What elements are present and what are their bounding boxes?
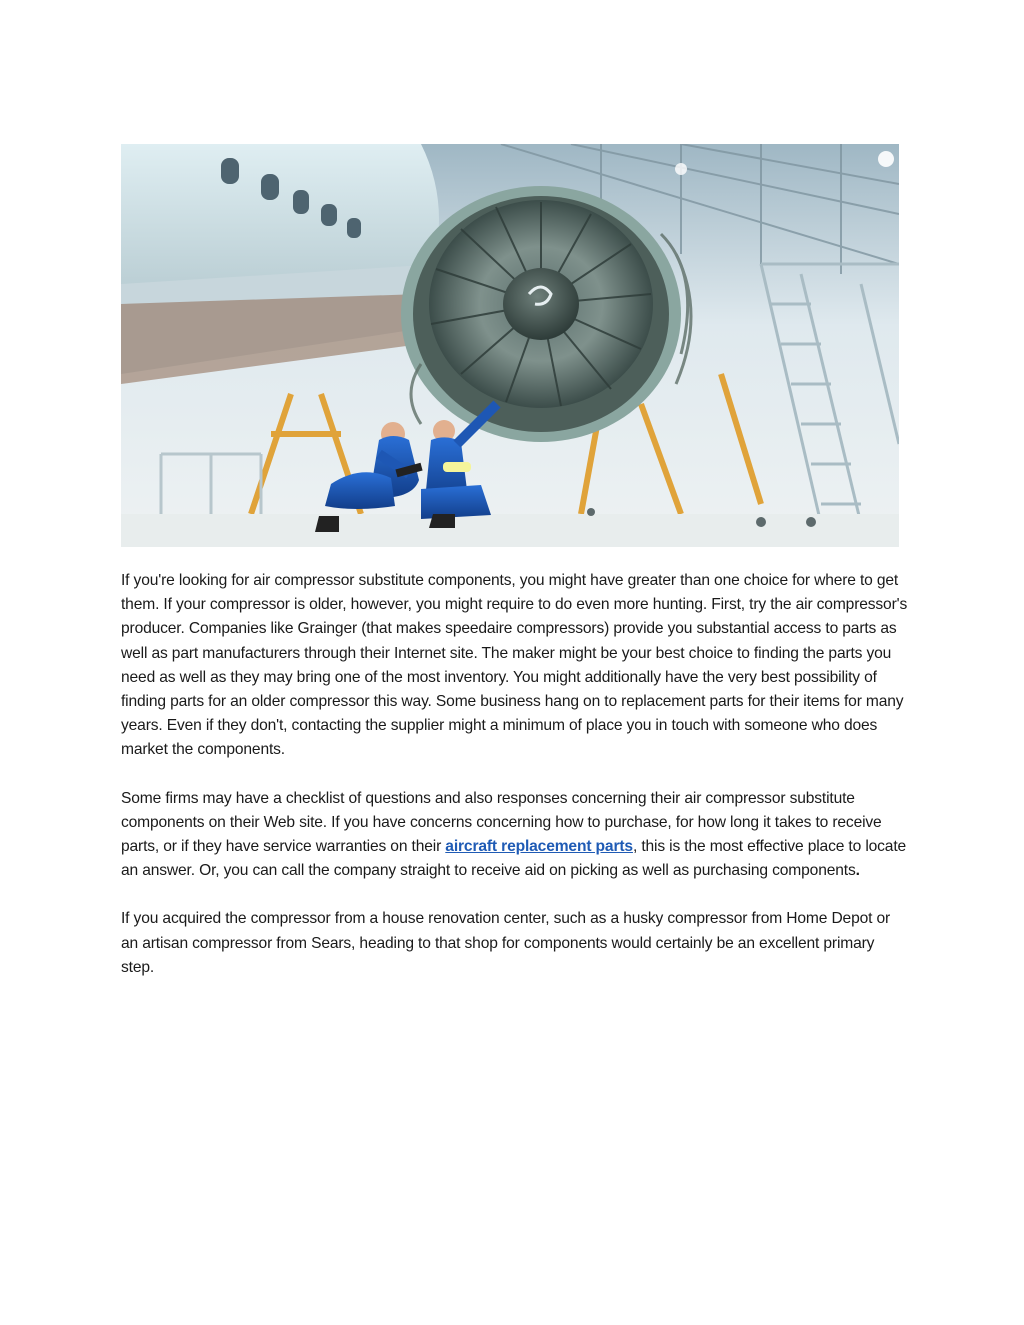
paragraph-3: If you acquired the compressor from a house renovation center, such as a husky compressor from Home Depot or an artisan compressor from Sears, heading to that shop for components would certainly be an excellent primary step.: [121, 910, 891, 976]
aircraft-replacement-parts-link[interactable]: aircraft replacement parts: [445, 838, 633, 856]
paragraph-1: If you're looking for air compressor substitute components, you might have greater than one choice for where to get them. If your compressor is older, however, you might require to do even more hunting. First, try the air compressor's producer. Companies like Grainger (that makes speedaire compressors) provide you substantial access to parts as well as part manufacturers through their Internet site. The maker might be your best choice to finding the parts you need as well as they may bring one of the most inventory. You might additionally have the very best possibility of finding parts for an older compressor this way. Some business hang on to replacement parts for their items for many years. Even if they don't, contacting the supplier might a minimum of place you in touch with someone who does market the components.: [121, 572, 908, 759]
jet-engine-photo: [121, 144, 899, 547]
paragraph-2-end: .: [855, 862, 860, 880]
paragraph-2: [121, 787, 911, 884]
article-body: [121, 569, 911, 1004]
paragraph-2-text-after: , this is the most effective place to locate an answer. Or, you can call the company straight to receive aid on picking as well as purchasing components: [121, 838, 907, 880]
paragraph-2-text-before: Some firms may have a checklist of questions and also responses concerning their air compressor substitute components on their Web site. If you have concerns concerning how to purchase, for how long it takes to receive parts, or if they have service warranties on their: [121, 789, 882, 856]
